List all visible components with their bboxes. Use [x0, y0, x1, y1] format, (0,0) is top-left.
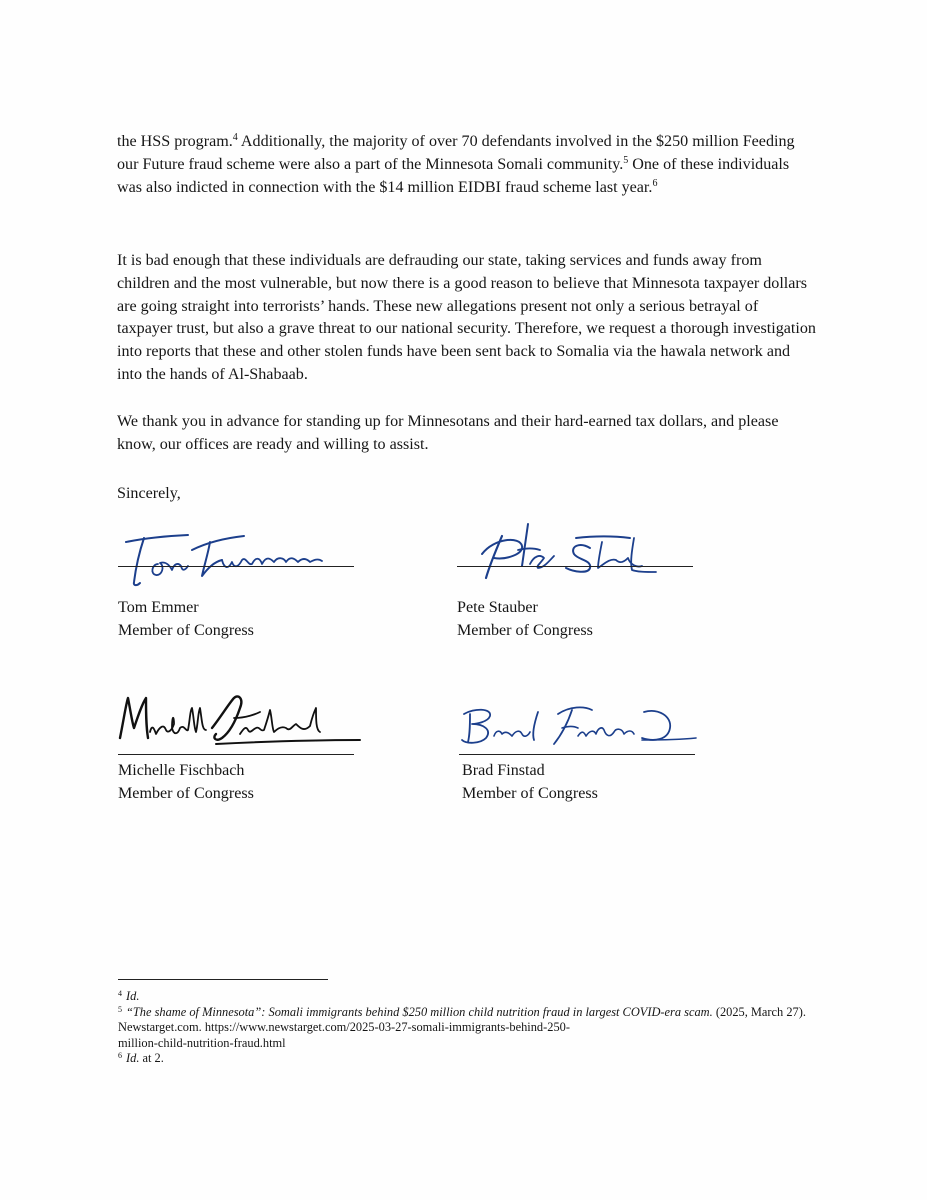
- paragraph-2-text: It is bad enough that these individuals are defrauding our state, taking services and funds away from children and the most vulnerable, but now there is a good reason to believe that Minnesota taxpayer dollars are going straight into terrorists’ hands. These new allegations present not only a serious betrayal of taxpayer trust, but also a grave threat to our national security. Therefore, we request a thorough investigation into reports that these and other stolen funds have been sent back to Somalia via the hawala network and into the hands of Al-Shabaab.: [117, 252, 816, 383]
- signatory-title: Member of Congress: [118, 784, 254, 802]
- signature-tom-emmer: [118, 528, 343, 590]
- signatory-name: Brad Finstad: [462, 762, 545, 779]
- signatory-name: Pete Stauber: [457, 599, 538, 616]
- paragraph-3: [117, 411, 817, 457]
- footnotes: [118, 989, 808, 1067]
- paragraph-2: [117, 250, 817, 387]
- signatory-pete-stauber: [457, 597, 593, 643]
- paragraph-1-text-c: One of these individuals was also indicted in connection with the $14 million EIDBI fraud scheme last year.: [117, 155, 790, 196]
- signature-line-3: [118, 754, 354, 755]
- signatory-tom-emmer: [118, 597, 254, 643]
- signatory-brad-finstad: [462, 760, 598, 806]
- signatory-name: Tom Emmer: [118, 599, 199, 616]
- footnote-text: at 2.: [139, 1051, 164, 1066]
- paragraph-1: [117, 131, 817, 199]
- signature-brad-finstad: [458, 700, 698, 754]
- footnote-url[interactable]: https://www.newstarget.com/2025-03-27-somali-immigrants-behind-250-: [204, 1020, 570, 1035]
- footnote-citation: “The shame of Minnesota”: Somali immigrants behind $250 million child nutrition fraud in largest COVID-era scam.: [126, 1004, 713, 1019]
- footnote-separator: [118, 979, 328, 980]
- paragraph-1-text-b: Additionally, the majority of over 70 defendants involved in the $250 million Feeding our Future fraud scheme were also a part of the Minnesota Somali community.: [117, 133, 795, 173]
- footnote-ref-4: 4: [232, 132, 238, 143]
- signature-line-1: [118, 566, 354, 567]
- footnote-number: 4: [118, 989, 122, 998]
- footnote-5: [118, 1005, 808, 1052]
- signature-pete-stauber: [470, 514, 670, 584]
- signatory-michelle-fischbach: [118, 760, 254, 806]
- footnote-ref-6: 6: [652, 177, 658, 189]
- signature-line-4: [459, 754, 695, 755]
- footnote-citation: Id.: [126, 1051, 140, 1066]
- footnote-text: (2025, March 27). Newstarget.com.: [118, 1004, 806, 1035]
- signature-line-2: [457, 566, 693, 567]
- footnote-citation: Id.: [126, 989, 140, 1003]
- footnote-number: 5: [118, 1004, 122, 1014]
- closing-salutation: Sincerely,: [117, 485, 181, 502]
- signature-michelle-fischbach: [116, 688, 366, 752]
- signatory-title: Member of Congress: [118, 621, 254, 639]
- footnote-4: [118, 989, 808, 1005]
- footnote-url-continued[interactable]: million-child-nutrition-fraud.html: [118, 1035, 286, 1050]
- footnote-ref-5: 5: [623, 154, 629, 166]
- signatory-name: Michelle Fischbach: [118, 762, 245, 779]
- signatory-title: Member of Congress: [462, 784, 598, 802]
- footnote-number: 6: [118, 1051, 122, 1061]
- signatory-title: Member of Congress: [457, 621, 593, 639]
- paragraph-1-text-a: the HSS program.: [117, 133, 233, 150]
- footnote-6: [118, 1051, 808, 1067]
- paragraph-3-text: We thank you in advance for standing up for Minnesotans and their hard-earned tax dollars, and please know, our offices are ready and willing to assist.: [117, 413, 779, 453]
